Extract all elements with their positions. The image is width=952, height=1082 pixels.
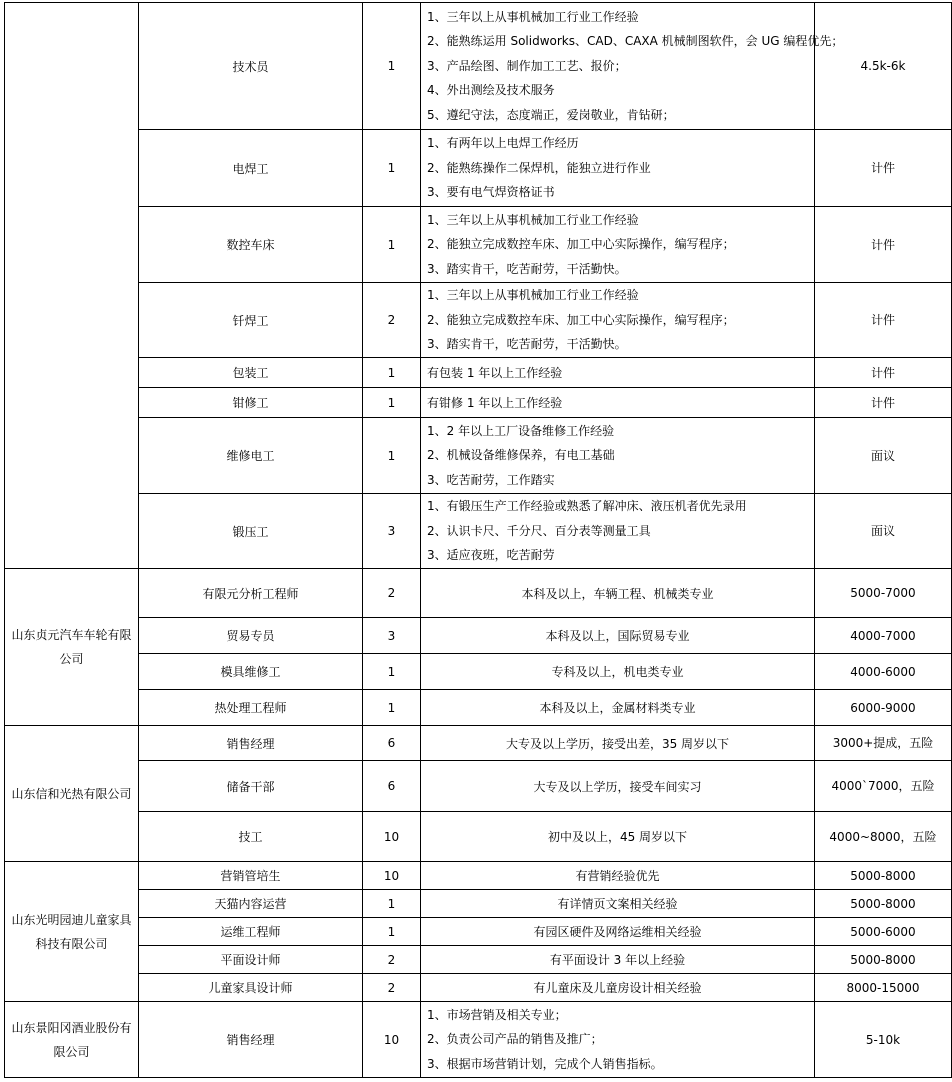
- position-cell: 贸易专员: [139, 618, 363, 654]
- position-cell: 运维工程师: [139, 918, 363, 946]
- count-cell: 3: [363, 494, 421, 569]
- company-cell: 山东光明园迪儿童家具科技有限公司: [5, 862, 139, 1002]
- salary-cell: 计件: [815, 358, 952, 388]
- requirement-line: 2、机械设备维修保养，有电工基础: [427, 448, 615, 463]
- count-cell: 1: [363, 207, 421, 283]
- count-cell: 1: [363, 690, 421, 726]
- requirements-cell: 有钳修 1 年以上工作经验: [421, 388, 815, 418]
- requirements-cell: 初中及以上，45 周岁以下: [421, 812, 815, 862]
- salary-cell: 6000-9000: [815, 690, 952, 726]
- requirements-cell: [421, 418, 815, 494]
- salary-cell: 5000-7000: [815, 569, 952, 618]
- company-cell: 山东贞元汽车车轮有限公司: [5, 569, 139, 726]
- count-cell: 2: [363, 569, 421, 618]
- requirement-line: 2、负责公司产品的销售及推广；: [427, 1032, 603, 1047]
- requirement-line: 3、吃苦耐劳，工作踏实: [427, 472, 555, 487]
- requirement-line: 3、踏实肯干，吃苦耐劳，干活勤快。: [427, 337, 627, 352]
- count-cell: 3: [363, 618, 421, 654]
- table-row: [5, 358, 952, 388]
- requirement-line: 3、根据市场营销计划，完成个人销售指标。: [427, 1056, 663, 1071]
- count-cell: 10: [363, 1002, 421, 1078]
- position-cell: 维修电工: [139, 418, 363, 494]
- count-cell: 1: [363, 654, 421, 690]
- requirements-cell: 有详情页文案相关经验: [421, 890, 815, 918]
- table-row: [5, 726, 952, 761]
- position-cell: 天猫内容运营: [139, 890, 363, 918]
- salary-cell: 计件: [815, 388, 952, 418]
- count-cell: 1: [363, 388, 421, 418]
- table-row: [5, 862, 952, 890]
- table-row: [5, 569, 952, 618]
- requirement-line: 5、遵纪守法，态度端正，爱岗敬业，肯钻研；: [427, 107, 675, 122]
- table-row: [5, 654, 952, 690]
- position-cell: 锻压工: [139, 494, 363, 569]
- requirement-line: 3、适应夜班，吃苦耐劳: [427, 548, 555, 563]
- position-cell: 营销管培生: [139, 862, 363, 890]
- position-cell: 数控车床: [139, 207, 363, 283]
- requirement-line: 4、外出测绘及技术服务: [427, 83, 555, 98]
- table-row: [5, 974, 952, 1002]
- requirement-line: 3、产品绘图、制作加工工艺、报价；: [427, 58, 627, 73]
- requirement-line: 3、要有电气焊资格证书: [427, 185, 555, 200]
- table-row: [5, 283, 952, 358]
- salary-cell: 5000-8000: [815, 890, 952, 918]
- table-row: [5, 946, 952, 974]
- salary-cell: 5000-8000: [815, 862, 952, 890]
- table-row: [5, 890, 952, 918]
- table-row: [5, 418, 952, 494]
- position-cell: 电焊工: [139, 130, 363, 207]
- table-row: [5, 207, 952, 283]
- requirements-cell: [421, 130, 815, 207]
- recruitment-table-body: [5, 3, 952, 1078]
- salary-cell: 4.5k-6k: [815, 3, 952, 130]
- position-cell: 热处理工程师: [139, 690, 363, 726]
- salary-cell: 4000~8000，五险: [815, 812, 952, 862]
- requirements-cell: 有包装 1 年以上工作经验: [421, 358, 815, 388]
- company-cell: 山东信和光热有限公司: [5, 726, 139, 862]
- salary-cell: 计件: [815, 130, 952, 207]
- count-cell: 1: [363, 3, 421, 130]
- requirements-cell: 有园区硬件及网络运维相关经验: [421, 918, 815, 946]
- table-row: [5, 3, 952, 130]
- salary-cell: 5000-8000: [815, 946, 952, 974]
- position-cell: 技工: [139, 812, 363, 862]
- salary-cell: 4000-7000: [815, 618, 952, 654]
- count-cell: 6: [363, 761, 421, 812]
- requirement-line: 1、2 年以上工厂设备维修工作经验: [427, 423, 615, 438]
- requirement-line: 1、三年以上从事机械加工行业工作经验: [427, 9, 639, 24]
- count-cell: 1: [363, 890, 421, 918]
- requirement-line: 1、三年以上从事机械加工行业工作经验: [427, 288, 639, 303]
- table-row: [5, 918, 952, 946]
- company-cell: 山东景阳冈酒业股份有限公司: [5, 1002, 139, 1078]
- table-row: [5, 130, 952, 207]
- requirement-line: 1、有锻压生产工作经验或熟悉了解冲床、液压机者优先录用: [427, 499, 747, 514]
- table-row: [5, 812, 952, 862]
- requirements-cell: 本科及以上，国际贸易专业: [421, 618, 815, 654]
- count-cell: 1: [363, 918, 421, 946]
- position-cell: 销售经理: [139, 726, 363, 761]
- salary-cell: 计件: [815, 207, 952, 283]
- table-row: [5, 494, 952, 569]
- salary-cell: 5-10k: [815, 1002, 952, 1078]
- position-cell: 钳修工: [139, 388, 363, 418]
- salary-cell: 4000`7000，五险: [815, 761, 952, 812]
- requirement-line: 2、能独立完成数控车床、加工中心实际操作，编写程序；: [427, 312, 735, 327]
- requirements-cell: [421, 283, 815, 358]
- position-cell: 模具维修工: [139, 654, 363, 690]
- position-cell: 平面设计师: [139, 946, 363, 974]
- requirements-cell: 有儿童床及儿童房设计相关经验: [421, 974, 815, 1002]
- count-cell: 6: [363, 726, 421, 761]
- position-cell: 储备干部: [139, 761, 363, 812]
- position-cell: 销售经理: [139, 1002, 363, 1078]
- salary-cell: 面议: [815, 494, 952, 569]
- count-cell: 1: [363, 358, 421, 388]
- table-row: [5, 761, 952, 812]
- requirements-cell: [421, 3, 844, 130]
- requirements-cell: [421, 1002, 815, 1078]
- requirement-line: 2、能熟练运用 Solidworks、CAD、CAXA 机械制图软件，会 UG 编程优先；: [427, 34, 844, 49]
- salary-cell: 面议: [815, 418, 952, 494]
- position-cell: 包装工: [139, 358, 363, 388]
- salary-cell: 8000-15000: [815, 974, 952, 1002]
- salary-cell: 4000-6000: [815, 654, 952, 690]
- table-row: [5, 618, 952, 654]
- requirements-cell: 大专及以上学历，接受出差，35 周岁以下: [421, 726, 815, 761]
- count-cell: 1: [363, 130, 421, 207]
- requirement-line: 2、能独立完成数控车床、加工中心实际操作，编写程序；: [427, 237, 735, 252]
- recruitment-table: [4, 2, 952, 1078]
- requirements-cell: 本科及以上，车辆工程、机械类专业: [421, 569, 815, 618]
- requirements-cell: 大专及以上学历，接受车间实习: [421, 761, 815, 812]
- position-cell: 钎焊工: [139, 283, 363, 358]
- requirement-line: 1、市场营销及相关专业；: [427, 1007, 567, 1022]
- count-cell: 2: [363, 946, 421, 974]
- salary-cell: 计件: [815, 283, 952, 358]
- salary-cell: 3000+提成，五险: [815, 726, 952, 761]
- requirement-line: 1、三年以上从事机械加工行业工作经验: [427, 212, 639, 227]
- table-row: [5, 690, 952, 726]
- position-cell: 儿童家具设计师: [139, 974, 363, 1002]
- requirements-cell: 专科及以上，机电类专业: [421, 654, 815, 690]
- count-cell: 1: [363, 418, 421, 494]
- requirements-cell: 有平面设计 3 年以上经验: [421, 946, 815, 974]
- position-cell: 有限元分析工程师: [139, 569, 363, 618]
- requirements-cell: 有营销经验优先: [421, 862, 815, 890]
- table-row: [5, 388, 952, 418]
- requirements-cell: [421, 494, 815, 569]
- requirement-line: 2、能熟练操作二保焊机，能独立进行作业: [427, 160, 651, 175]
- count-cell: 10: [363, 862, 421, 890]
- count-cell: 2: [363, 974, 421, 1002]
- requirements-cell: 本科及以上，金属材料类专业: [421, 690, 815, 726]
- count-cell: 2: [363, 283, 421, 358]
- salary-cell: 5000-6000: [815, 918, 952, 946]
- company-cell: [5, 3, 139, 569]
- count-cell: 10: [363, 812, 421, 862]
- requirement-line: 1、有两年以上电焊工作经历: [427, 136, 579, 151]
- requirement-line: 2、认识卡尺、千分尺、百分表等测量工具: [427, 523, 651, 538]
- position-cell: 技术员: [139, 3, 363, 130]
- table-row: [5, 1002, 952, 1078]
- requirement-line: 3、踏实肯干，吃苦耐劳，干活勤快。: [427, 261, 627, 276]
- requirements-cell: [421, 207, 815, 283]
